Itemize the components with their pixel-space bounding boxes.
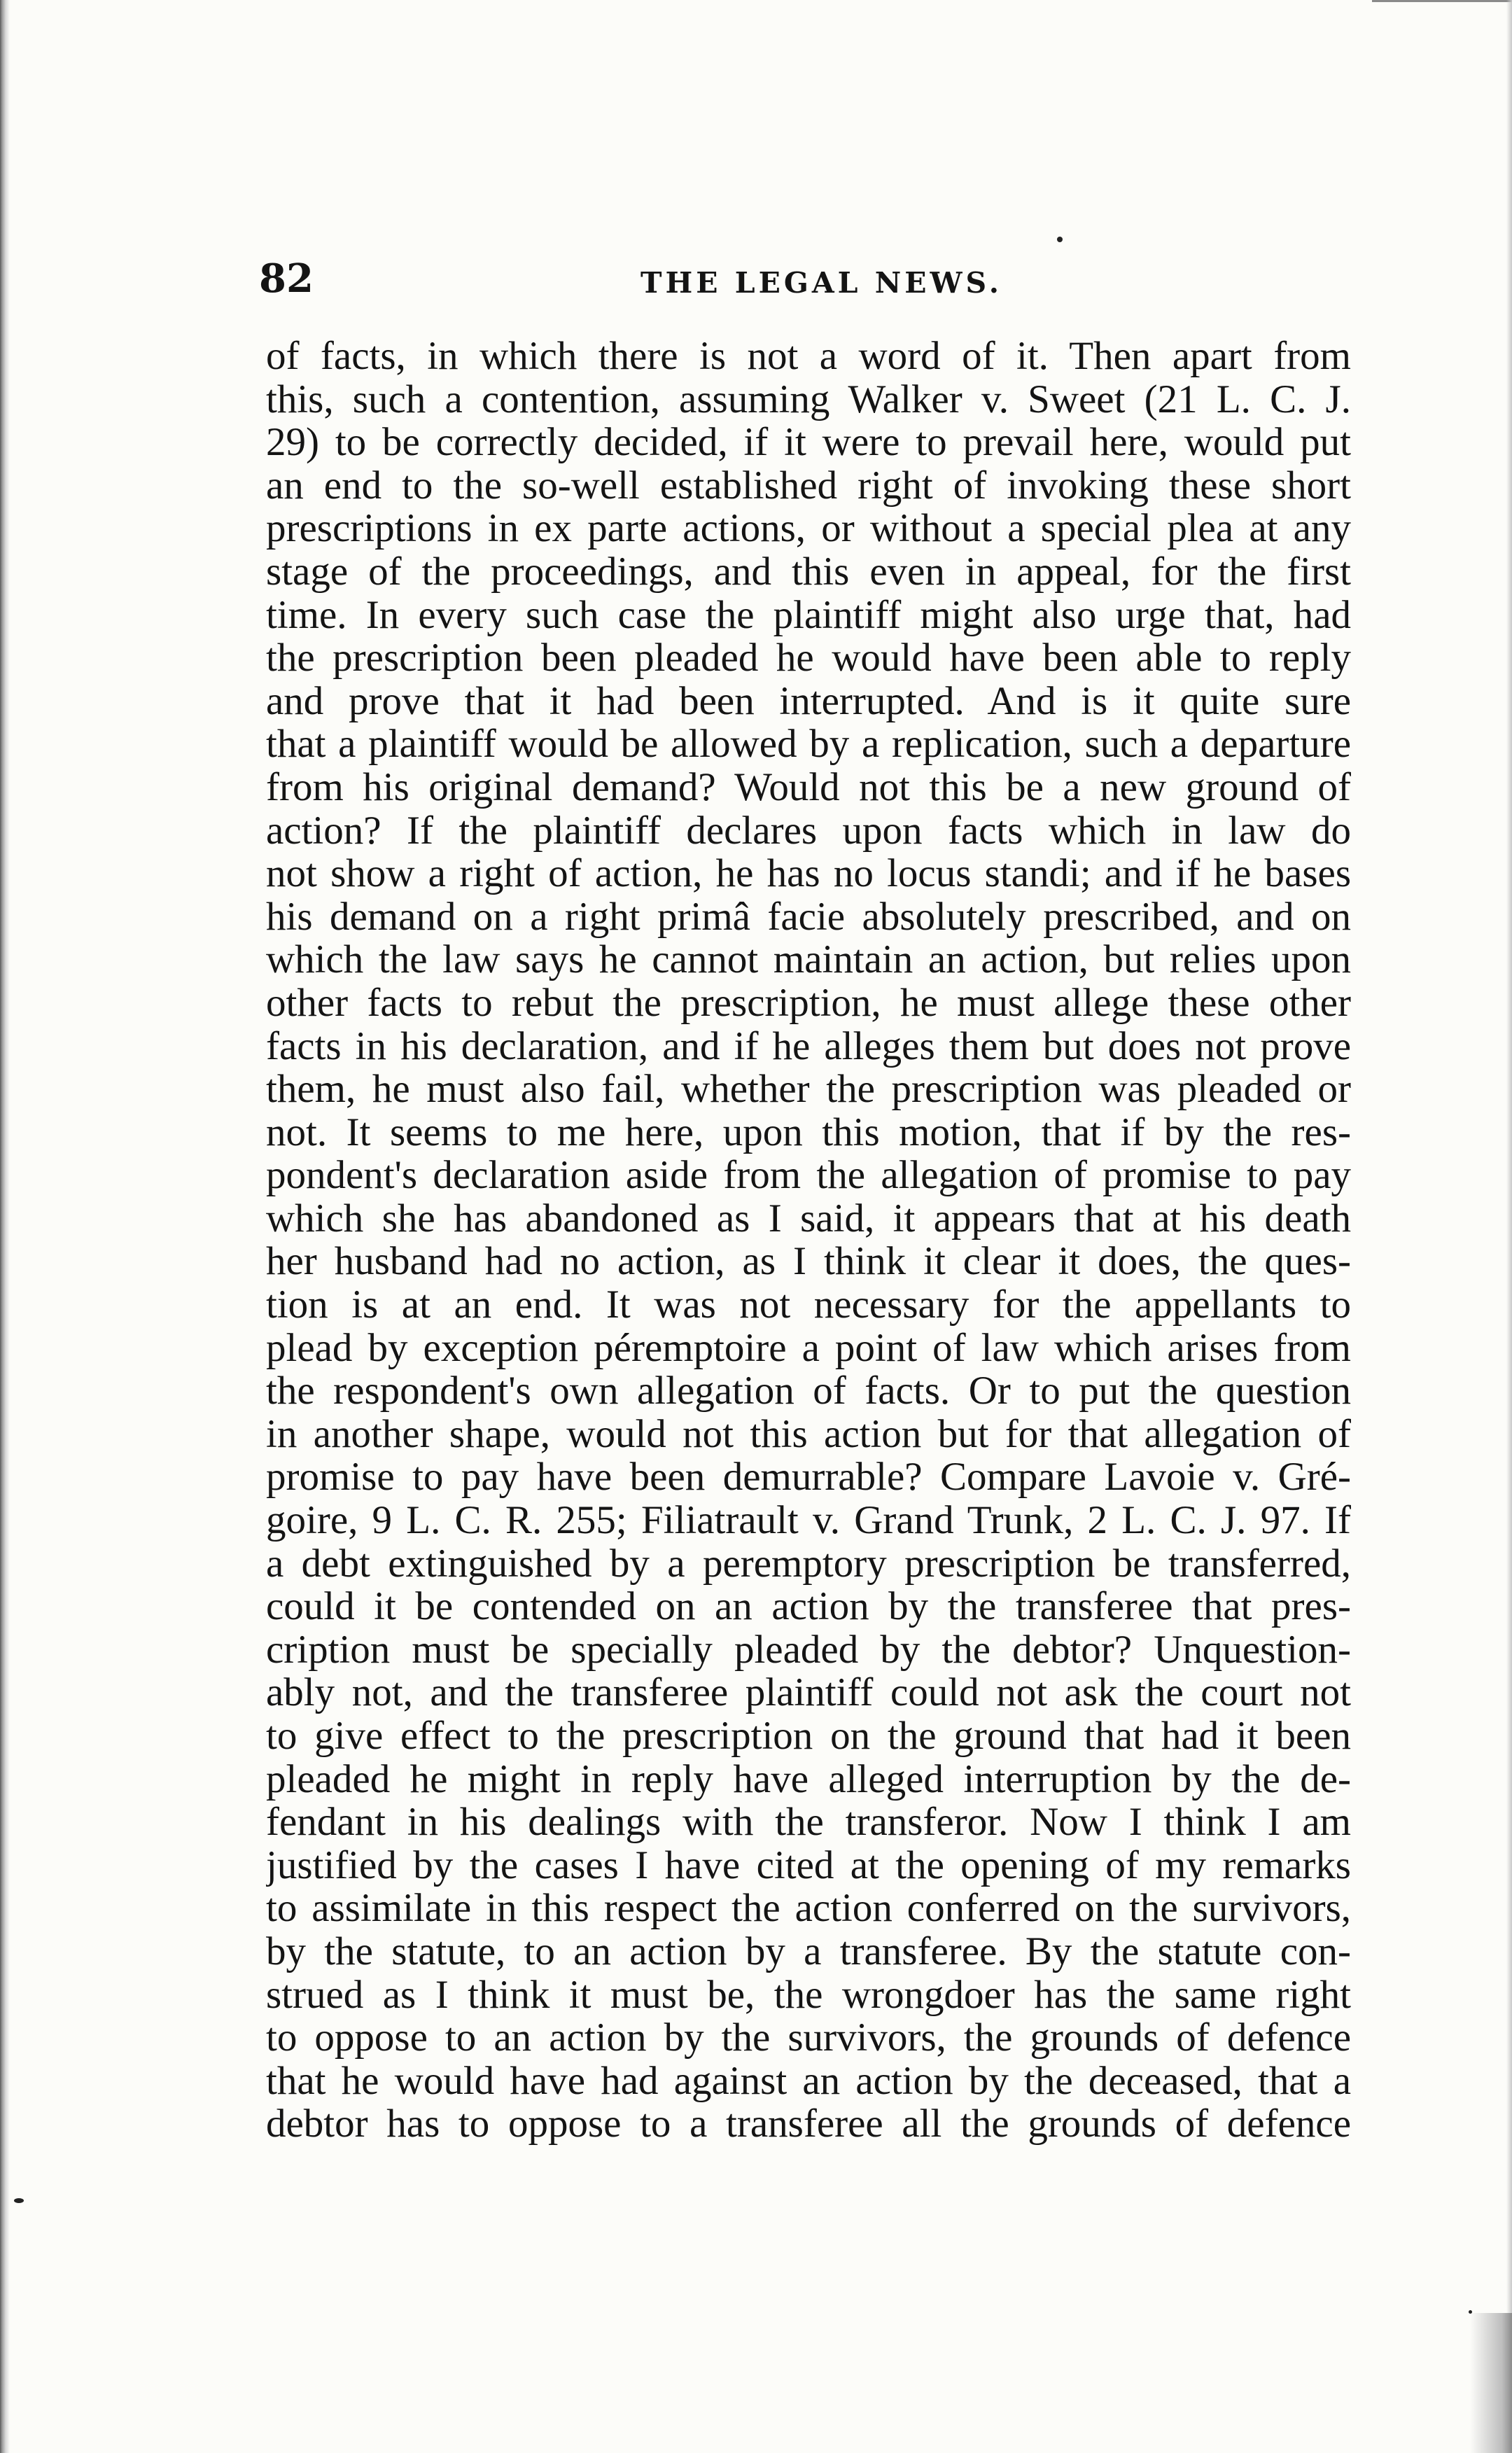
page-top-edge <box>1372 0 1512 9</box>
text-line: the respondent's own allegation of facts. Or to put the question <box>266 1369 1351 1413</box>
text-line: this, such a contention, assuming Walker v. Sweet (21 L. C. J. <box>266 377 1351 421</box>
text-line: a debt extinguished by a peremptory prescription be transferred, <box>266 1542 1351 1586</box>
text-line: stage of the proceedings, and this even in appeal, for the first <box>266 550 1351 594</box>
text-line: that he would have had against an action by the deceased, that a <box>266 2059 1351 2103</box>
text-line: which she has abandoned as I said, it appears that at his death <box>266 1196 1351 1241</box>
page-binding-shadow <box>0 0 10 2453</box>
text-line: facts in his declaration, and if he alleges them but does not prove <box>266 1024 1351 1068</box>
text-line: to assimilate in this respect the action conferred on the survivors, <box>266 1887 1351 1930</box>
text-line: that a plaintiff would be allowed by a replication, such a departure <box>266 722 1351 766</box>
page-number: 82 <box>259 256 314 302</box>
text-line: debtor has to oppose to a transferee all the grounds of defence <box>266 2102 1351 2146</box>
text-line: an end to the so-well established right of invoking these short <box>266 463 1351 508</box>
text-line: 29) to be correctly decided, if it were to prevail here, would put <box>266 421 1351 464</box>
running-head: THE LEGAL NEWS. <box>640 266 1002 300</box>
text-line: action? If the plaintiff declares upon facts which in law do <box>266 809 1351 853</box>
text-line: which the law says he cannot maintain an action, but relies upon <box>266 938 1351 981</box>
text-line: not show a right of action, he has no locus standi; and if he bases <box>266 852 1351 895</box>
text-line: could it be contended on an action by the transferee that pres- <box>266 1585 1351 1628</box>
text-line: fendant in his dealings with the transferor. Now I think I am <box>266 1801 1351 1844</box>
text-line: promise to pay have been demurrable? Compare Lavoie v. Gré- <box>266 1455 1351 1500</box>
text-line: from his original demand? Would not this be a new ground of <box>266 765 1351 809</box>
text-line: ably not, and the transferee plaintiff could not ask the court not <box>266 1671 1351 1714</box>
text-line: the prescription been pleaded he would have been able to reply <box>266 636 1351 680</box>
text-line: time. In every such case the plaintiff might also urge that, had <box>266 593 1351 637</box>
text-line: them, he must also fail, whether the prescription was pleaded or <box>266 1068 1351 1111</box>
text-line: other facts to rebut the prescription, he must allege these other <box>266 981 1351 1025</box>
text-line: cription must be specially pleaded by the debtor? Unquestion- <box>266 1628 1351 1672</box>
text-line: to give effect to the prescription on the ground that had it been <box>266 1714 1351 1758</box>
page-corner-curl <box>1470 2313 1512 2453</box>
text-line: his demand on a right primâ facie absolutely prescribed, and on <box>266 895 1351 939</box>
ink-speck <box>1057 237 1063 242</box>
text-line: pleaded he might in reply have alleged interruption by the de- <box>266 1757 1351 1801</box>
text-line: justified by the cases I have cited at the opening of my remarks <box>266 1843 1351 1887</box>
text-line: prescriptions in ex parte actions, or without a special plea at any <box>266 507 1351 550</box>
text-line: goire, 9 L. C. R. 255; Filiatrault v. Grand Trunk, 2 L. C. J. 97. If <box>266 1499 1351 1542</box>
text-line: by the statute, to an action by a transferee. By the statute con- <box>266 1929 1351 1973</box>
text-line: her husband had no action, as I think it clear it does, the ques- <box>266 1240 1351 1284</box>
text-line: plead by exception péremptoire a point of law which arises from <box>266 1326 1351 1370</box>
body-text <box>266 335 1351 2146</box>
text-line: of facts, in which there is not a word of it. Then apart from <box>266 335 1351 378</box>
page-right-edge <box>1506 0 1512 2453</box>
ink-speck <box>1469 2310 1472 2314</box>
text-line: in another shape, would not this action but for that allegation of <box>266 1412 1351 1456</box>
page-header <box>259 251 1365 307</box>
text-line: and prove that it had been interrupted. And is it quite sure <box>266 679 1351 723</box>
text-line: strued as I think it must be, the wrongdoer has the same right <box>266 1973 1351 2017</box>
text-line: pondent's declaration aside from the allegation of promise to pay <box>266 1154 1351 1197</box>
text-line: to oppose to an action by the survivors, the grounds of defence <box>266 2016 1351 2060</box>
text-line: tion is at an end. It was not necessary for the appellants to <box>266 1283 1351 1327</box>
text-line: not. It seems to me here, upon this motion, that if by the res- <box>266 1110 1351 1154</box>
ink-speck <box>14 2198 24 2203</box>
